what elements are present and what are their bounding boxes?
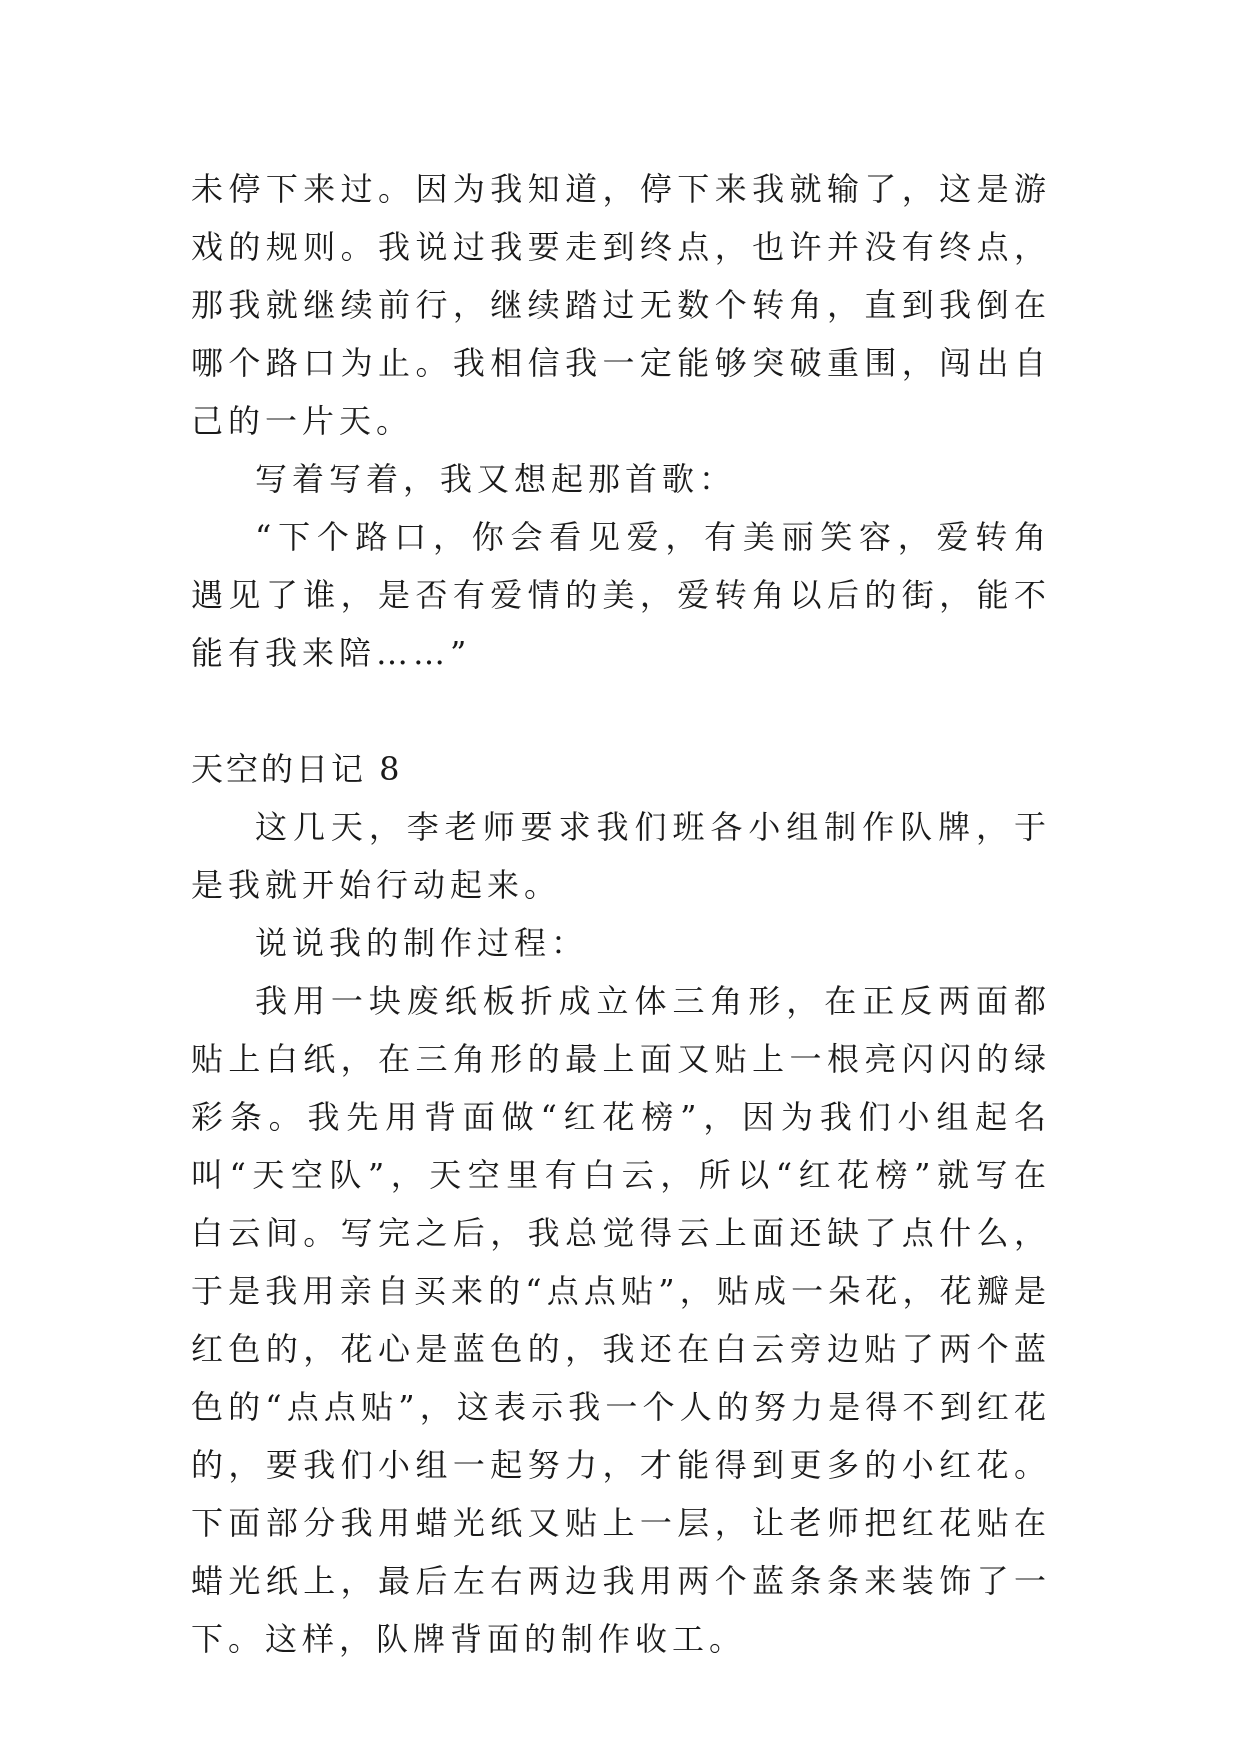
document-body xyxy=(191,160,1051,1668)
paragraph-process-body: 我用一块废纸板折成立体三角形，在正反两面都贴上白纸，在三角形的最上面又贴上一根亮闪闪的绿彩条。我先用背面做“红花榜”，因为我们小组起名叫“天空队”，天空里有白云，所以“红花榜”就写在白云间。写完之后，我总觉得云上面还缺了点什么，于是我用亲自买来的“点点贴”，贴成一朵花，花瓣是红色的，花心是蓝色的，我还在白云旁边贴了两个蓝色的“点点贴”，这表示我一个人的努力是得不到红花的，要我们小组一起努力，才能得到更多的小红花。下面部分我用蜡光纸又贴上一层，让老师把红花贴在蜡光纸上，最后左右两边我用两个蓝条条来装饰了一下。这样，队牌背面的制作收工。 xyxy=(191,982,1051,1658)
paragraph-process-heading: 说说我的制作过程： xyxy=(255,924,589,962)
section-title: 天空的日记 8 xyxy=(191,750,403,788)
section-spacer xyxy=(191,682,1051,740)
paragraph-intro: 这几天，李老师要求我们班各小组制作队牌，于是我就开始行动起来。 xyxy=(191,808,1051,904)
song-lyrics-paragraph: “下个路口，你会看见爱，有美丽笑容，爱转角遇见了谁，是否有爱情的美，爱转角以后的街，能不能有我来陪……” xyxy=(191,518,1051,672)
continued-paragraph: 未停下来过。因为我知道，停下来我就输了，这是游戏的规则。我说过我要走到终点，也许并没有终点，那我就继续前行，继续踏过无数个转角，直到我倒在哪个路口为止。我相信我一定能够突破重围，闯出自己的一片天。 xyxy=(191,170,1051,440)
song-intro-paragraph: 写着写着，我又想起那首歌： xyxy=(255,460,737,498)
